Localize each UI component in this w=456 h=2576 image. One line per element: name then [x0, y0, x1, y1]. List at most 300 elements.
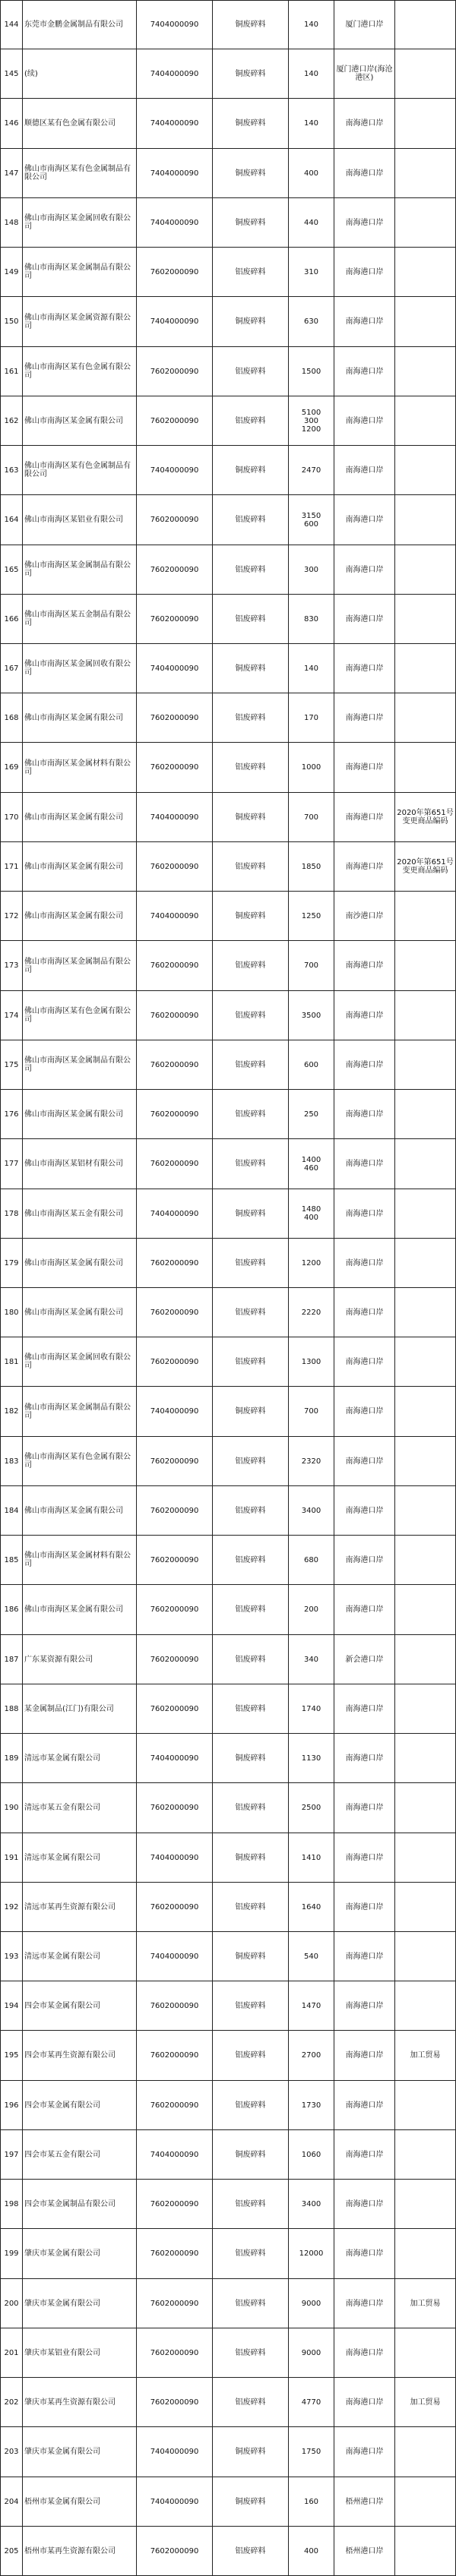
table-cell-code: 7404000090 [137, 1387, 213, 1437]
table-cell-note [395, 644, 456, 693]
table-cell-name: 佛山市南海区某铝材有限公司 [23, 1139, 137, 1189]
table-cell-sub [289, 2328, 334, 2378]
table-cell-cat: 铜废碎料 [213, 49, 289, 99]
table-cell-name: 佛山市南海区某金属制品有限公司 [23, 545, 137, 595]
table-cell-name: 佛山市南海区某金属有限公司 [23, 1288, 137, 1337]
table-cell-port: 南海港口岸 [334, 2378, 395, 2427]
table-cell-no: 192 [0, 1883, 23, 1932]
table-cell-sub [289, 1288, 334, 1337]
table-cell-note [395, 446, 456, 495]
table-cell-code: 7602000090 [137, 2031, 213, 2081]
table-cell-no: 187 [0, 1635, 23, 1684]
table-cell-sub [289, 2180, 334, 2229]
table-cell-cat: 铝废碎料 [213, 2180, 289, 2229]
table-cell-sub [289, 1932, 334, 1981]
table-cell-name: 肇庆市某铝业有限公司 [23, 2328, 137, 2378]
table-cell-no: 198 [0, 2180, 23, 2229]
table-cell-code: 7602000090 [137, 1437, 213, 1486]
table-cell-port: 南海港口岸 [334, 1139, 395, 1189]
table-cell-code: 7404000090 [137, 2477, 213, 2527]
table-cell-port: 南海港口岸 [334, 347, 395, 396]
table-cell-cat: 铝废碎料 [213, 347, 289, 396]
table-cell-code: 7404000090 [137, 2427, 213, 2477]
table-cell-name: 佛山市南海区某五金制品有限公司 [23, 595, 137, 644]
table-cell-cat: 铝废碎料 [213, 595, 289, 644]
table-cell-code: 7404000090 [137, 1189, 213, 1239]
table-cell-port: 南海港口岸 [334, 248, 395, 297]
table-cell-code: 7404000090 [137, 49, 213, 99]
table-cell-note [395, 1536, 456, 1585]
table-cell-note [395, 1635, 456, 1684]
table-cell-code: 7404000090 [137, 793, 213, 842]
table-cell-sub [289, 545, 334, 595]
table-cell-port: 南海港口岸 [334, 446, 395, 495]
table-cell-sub [289, 248, 334, 297]
quantity-value: 600 [303, 519, 319, 529]
table-cell-sub [289, 1783, 334, 1833]
table-cell-note [395, 99, 456, 149]
table-cell-cat: 铜废碎料 [213, 149, 289, 198]
table-cell-port: 南海港口岸 [334, 1536, 395, 1585]
table-cell-cat: 铝废碎料 [213, 1883, 289, 1932]
table-cell-cat: 铝废碎料 [213, 2279, 289, 2328]
table-cell-name: 佛山市南海区某金属回收有限公司 [23, 644, 137, 693]
table-cell-no: 161 [0, 347, 23, 396]
table-cell-sub [289, 793, 334, 842]
table-cell-note [395, 0, 456, 49]
table-cell-note [395, 1981, 456, 2031]
table-cell-port: 南海港口岸 [334, 693, 395, 743]
table-cell-name: 佛山市南海区某金属回收有限公司 [23, 198, 137, 248]
table-cell-cat: 铝废碎料 [213, 1040, 289, 1090]
table-cell-cat: 铝废碎料 [213, 1139, 289, 1189]
table-cell-note [395, 1437, 456, 1486]
table-cell-code: 7404000090 [137, 644, 213, 693]
quantity-value: 140 [303, 119, 319, 128]
table-cell-cat: 铝废碎料 [213, 1090, 289, 1139]
quantity-value: 540 [303, 1952, 319, 1961]
quantity-value: 250 [303, 1110, 319, 1119]
table-cell-name: 清远市某金属有限公司 [23, 1833, 137, 1883]
table-cell-no: 194 [0, 1981, 23, 2031]
table-cell-name: 佛山市南海区某金属资源有限公司 [23, 297, 137, 347]
table-cell-port: 南海港口岸 [334, 1189, 395, 1239]
table-cell-note [395, 1239, 456, 1288]
table-cell-cat: 铝废碎料 [213, 1288, 289, 1337]
table-cell-no: 147 [0, 149, 23, 198]
table-cell-port: 南海港口岸 [334, 1734, 395, 1783]
table-cell-cat: 铜废碎料 [213, 2130, 289, 2180]
table-cell-note [395, 693, 456, 743]
table-cell-sub [289, 892, 334, 941]
table-cell-sub [289, 693, 334, 743]
quantity-value: 1750 [301, 2448, 321, 2456]
table-cell-port: 南海港口岸 [334, 991, 395, 1040]
table-cell-cat: 铝废碎料 [213, 1239, 289, 1288]
table-cell-port: 南海港口岸 [334, 1981, 395, 2031]
table-cell-port: 南海港口岸 [334, 2031, 395, 2081]
table-cell-cat: 铝废碎料 [213, 1585, 289, 1635]
table-cell-name: 肇庆市某金属有限公司 [23, 2229, 137, 2279]
table-cell-name: 清远市某金属有限公司 [23, 1932, 137, 1981]
quantity-value: 300 [303, 565, 319, 574]
table-cell-sub [289, 2081, 334, 2130]
table-cell-code: 7602000090 [137, 396, 213, 446]
quantity-value: 1200 [301, 1258, 321, 1267]
table-cell-code: 7602000090 [137, 1536, 213, 1585]
table-cell-name: 梧州市某再生资源有限公司 [23, 2527, 137, 2576]
table-cell-name: 佛山市南海区某有色金属有限公司 [23, 991, 137, 1040]
table-cell-code: 7602000090 [137, 1239, 213, 1288]
table-cell-name: 佛山市南海区某金属有限公司 [23, 396, 137, 446]
table-cell-port: 南海港口岸 [334, 545, 395, 595]
quantity-value: 12000 [299, 2249, 324, 2258]
table-cell-cat: 铝废碎料 [213, 941, 289, 991]
table-cell-cat: 铜废碎料 [213, 644, 289, 693]
table-cell-cat: 铝废碎料 [213, 545, 289, 595]
table-cell-name: 佛山市南海区某金属制品有限公司 [23, 1387, 137, 1437]
quantity-value: 340 [303, 1655, 319, 1664]
table-cell-note [395, 2081, 456, 2130]
table-cell-sub [289, 495, 334, 545]
quantity-value: 2500 [301, 1804, 321, 1812]
table-cell-note [395, 743, 456, 793]
quantity-value: 4770 [301, 2398, 321, 2407]
table-cell-no: 178 [0, 1189, 23, 1239]
quantity-value: 1130 [301, 1754, 321, 1763]
quantity-value: 9000 [301, 2299, 321, 2308]
table-cell-port: 南海港口岸 [334, 842, 395, 892]
table-cell-port: 南海港口岸 [334, 1783, 395, 1833]
table-cell-port: 南海港口岸 [334, 2427, 395, 2477]
table-cell-name: 清远市某金属有限公司 [23, 1734, 137, 1783]
table-cell-no: 201 [0, 2328, 23, 2378]
table-cell-no: 179 [0, 1239, 23, 1288]
table-cell-code: 7602000090 [137, 2328, 213, 2378]
table-cell-note: 加工贸易 [395, 2279, 456, 2328]
table-cell-code: 7602000090 [137, 1981, 213, 2031]
table-cell-note [395, 1883, 456, 1932]
table-cell-code: 7602000090 [137, 1883, 213, 1932]
table-cell-port: 南海港口岸 [334, 1090, 395, 1139]
table-cell-name: 佛山市南海区某金属材料有限公司 [23, 1536, 137, 1585]
table-cell-name: 佛山市南海区某金属材料有限公司 [23, 743, 137, 793]
table-cell-cat: 铝废碎料 [213, 1981, 289, 2031]
table-cell-sub [289, 941, 334, 991]
quantity-value: 1470 [301, 2001, 321, 2010]
table-cell-sub [289, 446, 334, 495]
quantity-value: 1740 [301, 1704, 321, 1713]
quantity-value: 830 [303, 614, 319, 623]
table-cell-no: 191 [0, 1833, 23, 1883]
table-cell-name: 四会市某再生资源有限公司 [23, 2031, 137, 2081]
table-cell-code: 7404000090 [137, 99, 213, 149]
table-cell-note [395, 2427, 456, 2477]
table-cell-sub [289, 2279, 334, 2328]
table-cell-note [395, 495, 456, 545]
table-cell-sub [289, 1635, 334, 1684]
quantity-value: 1400 [301, 1155, 321, 1164]
table-cell-no: 197 [0, 2130, 23, 2180]
table-cell-code: 7602000090 [137, 2279, 213, 2328]
table-cell-port: 南海港口岸 [334, 1833, 395, 1883]
table-cell-note [395, 1040, 456, 1090]
table-cell-code: 7602000090 [137, 248, 213, 297]
table-cell-cat: 铝废碎料 [213, 2031, 289, 2081]
table-cell-code: 7404000090 [137, 446, 213, 495]
table-cell-port: 南海港口岸 [334, 99, 395, 149]
quantity-value: 680 [303, 1555, 319, 1564]
table-cell-code: 7404000090 [137, 1833, 213, 1883]
table-cell-sub [289, 2427, 334, 2477]
table-cell-cat: 铜废碎料 [213, 1833, 289, 1883]
quantity-value: 200 [303, 1605, 319, 1614]
table-cell-note [395, 1337, 456, 1387]
table-cell-port: 南海港口岸 [334, 1288, 395, 1337]
table-cell-no: 166 [0, 595, 23, 644]
table-cell-cat: 铜废碎料 [213, 1387, 289, 1437]
table-cell-note [395, 2477, 456, 2527]
table-cell-cat: 铜废碎料 [213, 892, 289, 941]
quantity-value: 2320 [301, 1457, 321, 1466]
table-cell-port: 梧州港口岸 [334, 2527, 395, 2576]
table-cell-no: 189 [0, 1734, 23, 1783]
table-cell-note [395, 2527, 456, 2576]
table-cell-code: 7602000090 [137, 693, 213, 743]
table-cell-port: 南海港口岸 [334, 2328, 395, 2378]
table-cell-sub [289, 1239, 334, 1288]
quantity-value: 630 [303, 317, 319, 326]
table-cell-note [395, 297, 456, 347]
table-cell-code: 7404000090 [137, 2130, 213, 2180]
table-cell-name: 东莞市金鹏金属制品有限公司 [23, 0, 137, 49]
table-cell-sub [289, 149, 334, 198]
table-cell-name: 四会市某金属有限公司 [23, 2081, 137, 2130]
table-cell-cat: 铝废碎料 [213, 396, 289, 446]
table-cell-note [395, 545, 456, 595]
table-cell-sub [289, 2229, 334, 2279]
table-cell-no: 167 [0, 644, 23, 693]
table-cell-port: 南海港口岸 [334, 2130, 395, 2180]
quantity-value: 2220 [301, 1308, 321, 1317]
table-cell-note [395, 2229, 456, 2279]
quantity-value: 140 [303, 664, 319, 673]
table-cell-sub [289, 743, 334, 793]
table-cell-sub [289, 1536, 334, 1585]
table-cell-port: 南海港口岸 [334, 1932, 395, 1981]
table-cell-code: 7404000090 [137, 0, 213, 49]
table-cell-name: (续) [23, 49, 137, 99]
table-cell-note [395, 396, 456, 446]
table-cell-cat: 铝废碎料 [213, 1536, 289, 1585]
table-cell-note [395, 1189, 456, 1239]
table-cell-code: 7404000090 [137, 297, 213, 347]
table-cell-cat: 铜废碎料 [213, 1189, 289, 1239]
quantity-value: 1850 [301, 862, 321, 871]
table-cell-name: 肇庆市某金属有限公司 [23, 2427, 137, 2477]
table-cell-sub [289, 297, 334, 347]
table-cell-cat: 铝废碎料 [213, 2229, 289, 2279]
table-cell-port: 梧州港口岸 [334, 2477, 395, 2527]
table-cell-note: 加工贸易 [395, 2031, 456, 2081]
table-cell-cat: 铝废碎料 [213, 1437, 289, 1486]
table-cell-name: 清远市某五金有限公司 [23, 1783, 137, 1833]
table-cell-sub [289, 2378, 334, 2427]
table-cell-no: 172 [0, 892, 23, 941]
table-cell-note [395, 941, 456, 991]
table-cell-name: 某金属制品(江门)有限公司 [23, 1684, 137, 1734]
table-cell-name: 佛山市南海区某铝业有限公司 [23, 495, 137, 545]
table-cell-sub [289, 347, 334, 396]
table-cell-note [395, 248, 456, 297]
table-cell-no: 182 [0, 1387, 23, 1437]
table-cell-name: 佛山市南海区某金属有限公司 [23, 693, 137, 743]
table-cell-code: 7602000090 [137, 2378, 213, 2427]
table-cell-note [395, 1486, 456, 1536]
quantity-value: 3400 [301, 1506, 321, 1515]
quantity-value: 1300 [301, 1357, 321, 1366]
quantity-value: 3500 [301, 1011, 321, 1020]
table-cell-code: 7602000090 [137, 1090, 213, 1139]
table-cell-name: 佛山市南海区某金属制品有限公司 [23, 248, 137, 297]
table-cell-cat: 铜废碎料 [213, 99, 289, 149]
quantity-value: 2700 [301, 2051, 321, 2060]
table-cell-note [395, 892, 456, 941]
table-cell-no: 183 [0, 1437, 23, 1486]
table-cell-sub [289, 2527, 334, 2576]
table-cell-code: 7602000090 [137, 991, 213, 1040]
table-cell-code: 7404000090 [137, 1932, 213, 1981]
quantity-value: 1060 [301, 2150, 321, 2159]
table-cell-note [395, 1090, 456, 1139]
table-cell-port: 南海港口岸 [334, 2279, 395, 2328]
quantity-value: 1250 [301, 911, 321, 920]
table-cell-port: 南海港口岸 [334, 1040, 395, 1090]
table-cell-port: 南海港口岸 [334, 644, 395, 693]
table-cell-no: 185 [0, 1536, 23, 1585]
quantity-value: 440 [303, 218, 319, 227]
table-cell-code: 7602000090 [137, 1040, 213, 1090]
table-cell-sub [289, 99, 334, 149]
table-cell-sub [289, 0, 334, 49]
quantity-value: 3400 [301, 2199, 321, 2208]
table-cell-name: 佛山市南海区某金属有限公司 [23, 842, 137, 892]
table-cell-port: 南海港口岸 [334, 396, 395, 446]
quantity-value: 140 [303, 69, 319, 78]
table-cell-sub [289, 2477, 334, 2527]
table-cell-name: 佛山市南海区某金属有限公司 [23, 793, 137, 842]
table-cell-name: 四会市某五金有限公司 [23, 2130, 137, 2180]
table-cell-code: 7602000090 [137, 1585, 213, 1635]
table-cell-name: 四会市某金属制品有限公司 [23, 2180, 137, 2229]
quantity-value: 460 [303, 1163, 319, 1173]
table-cell-code: 7602000090 [137, 1288, 213, 1337]
table-cell-note [395, 1684, 456, 1734]
table-cell-cat: 铝废碎料 [213, 2081, 289, 2130]
table-cell-sub [289, 1486, 334, 1536]
table-cell-no: 173 [0, 941, 23, 991]
table-cell-no: 164 [0, 495, 23, 545]
quantity-value: 700 [303, 1407, 319, 1416]
table-cell-sub [289, 1040, 334, 1090]
table-cell-no: 174 [0, 991, 23, 1040]
table-cell-name: 佛山市南海区某金属有限公司 [23, 1090, 137, 1139]
table-cell-code: 7404000090 [137, 149, 213, 198]
table-cell-name: 佛山市南海区某金属有限公司 [23, 1486, 137, 1536]
table-cell-note [395, 595, 456, 644]
table-cell-name: 清远市某再生资源有限公司 [23, 1883, 137, 1932]
table-cell-no: 170 [0, 793, 23, 842]
table-cell-note [395, 1139, 456, 1189]
table-cell-port: 南海港口岸 [334, 1437, 395, 1486]
quantity-value: 5100 [301, 408, 321, 417]
table-cell-note: 2020年第651号变更商品编码 [395, 793, 456, 842]
table-cell-note [395, 49, 456, 99]
table-cell-no: 169 [0, 743, 23, 793]
table-cell-no: 168 [0, 693, 23, 743]
table-cell-sub [289, 1883, 334, 1932]
quantity-value: 1410 [301, 1853, 321, 1862]
table-cell-cat: 铝废碎料 [213, 1684, 289, 1734]
table-cell-port: 南海港口岸 [334, 297, 395, 347]
table-cell-cat: 铝废碎料 [213, 2527, 289, 2576]
table-cell-code: 7602000090 [137, 2081, 213, 2130]
table-cell-name: 佛山市南海区某五金有限公司 [23, 1189, 137, 1239]
table-cell-no: 150 [0, 297, 23, 347]
table-cell-no: 176 [0, 1090, 23, 1139]
table-cell-cat: 铜废碎料 [213, 1734, 289, 1783]
table-cell-cat: 铝废碎料 [213, 248, 289, 297]
table-cell-cat: 铜废碎料 [213, 2427, 289, 2477]
table-cell-note [395, 1585, 456, 1635]
table-cell-no: 162 [0, 396, 23, 446]
table-cell-code: 7602000090 [137, 1635, 213, 1684]
table-cell-no: 144 [0, 0, 23, 49]
table-cell-sub [289, 842, 334, 892]
table-cell-no: 188 [0, 1684, 23, 1734]
table-cell-code: 7602000090 [137, 2229, 213, 2279]
table-cell-note [395, 1783, 456, 1833]
table-cell-code: 7602000090 [137, 842, 213, 892]
table-cell-sub [289, 2130, 334, 2180]
quantity-value: 310 [303, 267, 319, 276]
table-cell-note: 加工贸易 [395, 2378, 456, 2427]
quantity-value: 600 [303, 1060, 319, 1069]
quantity-value: 3150 [301, 511, 321, 520]
table-cell-no: 175 [0, 1040, 23, 1090]
table-cell-name: 佛山市南海区某有色金属制品有限公司 [23, 446, 137, 495]
table-cell-code: 7602000090 [137, 2527, 213, 2576]
table-cell-name: 肇庆市某金属有限公司 [23, 2279, 137, 2328]
table-cell-note: 2020年第651号变更商品编码 [395, 842, 456, 892]
table-cell-name: 梧州市某金属有限公司 [23, 2477, 137, 2527]
table-cell-name: 佛山市南海区某有色金属有限公司 [23, 1437, 137, 1486]
table-cell-no: 203 [0, 2427, 23, 2477]
table-cell-note [395, 2180, 456, 2229]
table-cell-cat: 铝废碎料 [213, 743, 289, 793]
quantity-value: 1000 [301, 763, 321, 772]
table-cell-no: 165 [0, 545, 23, 595]
table-cell-cat: 铜废碎料 [213, 793, 289, 842]
table-cell-code: 7404000090 [137, 892, 213, 941]
table-cell-cat: 铝废碎料 [213, 1783, 289, 1833]
table-cell-port: 南海港口岸 [334, 793, 395, 842]
table-cell-cat: 铜废碎料 [213, 297, 289, 347]
table-cell-port: 南海港口岸 [334, 1684, 395, 1734]
table-cell-sub [289, 198, 334, 248]
quantity-value: 400 [303, 2546, 319, 2555]
table-cell-sub [289, 1585, 334, 1635]
